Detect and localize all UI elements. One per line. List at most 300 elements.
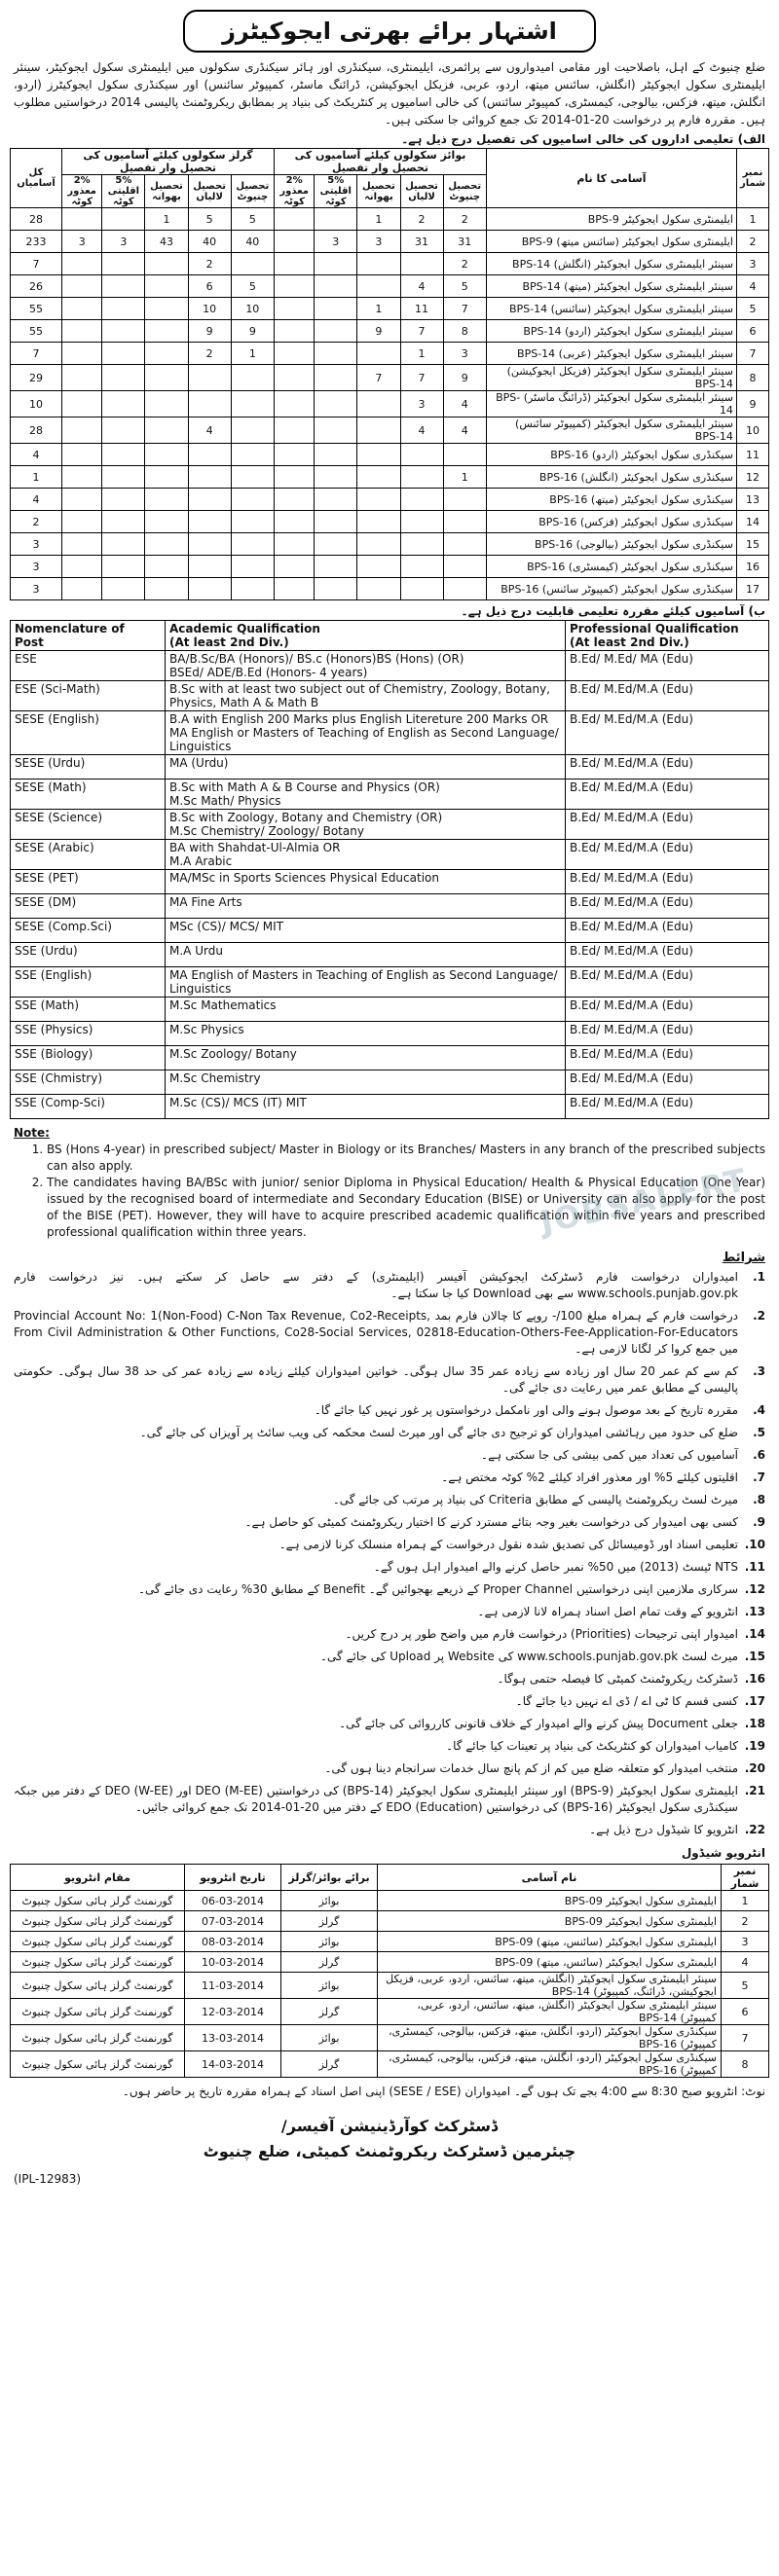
term-number: 13. — [744, 1605, 765, 1618]
professional-qualification: B.Ed/ M.Ed/M.A (Edu) — [566, 919, 769, 943]
section-b-heading: ب) آسامیوں کیلئے مقررہ تعلیمی قابلیت درج ذیل ہے۔ — [461, 604, 765, 618]
boys-count — [315, 253, 357, 275]
boys-count: 31 — [400, 231, 443, 253]
interview-date: 12-03-2014 — [185, 1999, 281, 2025]
girls-count — [145, 444, 188, 466]
academic-qualification: MSc (CS)/ MCS/ MIT — [166, 919, 566, 943]
boys-count: 2 — [400, 208, 443, 231]
girls-count — [231, 417, 274, 444]
academic-qualification: MA (Urdu) — [166, 755, 566, 780]
post-name: سیکنڈری سکول ایجوکیٹر (انگلش) BPS-16 — [486, 466, 736, 489]
boys-count — [400, 578, 443, 600]
note-item: 2. The candidates having BA/BSc with junior/ senior Diploma in Physical Education/ Health & Physical Education (One Year) issued by the recognised board of intermediate and Secondary Education (BISE) or University can also apply for the post of the BISE (PET). However, they will have to acquire prescribed academic qualification within five years and prescribed professional qualification within three years. — [47, 1175, 765, 1241]
girls-count: 1 — [231, 343, 274, 365]
total-count: 4 — [11, 489, 62, 511]
girls-count: 1 — [145, 208, 188, 231]
term-text: کامیاب امیدواران کو کنٹریکٹ کی بنیاد پر تعینات کیا جائے گا۔ — [446, 1739, 738, 1753]
girls-count — [102, 417, 145, 444]
boys-count — [315, 343, 357, 365]
term-text: انٹرویو کے وقت تمام اصل اسناد ہمراہ لانا لازمی ہے۔ — [477, 1605, 738, 1618]
table-row — [11, 1932, 769, 1952]
row-number: 2 — [736, 231, 768, 253]
table-row — [11, 1891, 769, 1911]
boys-count — [357, 511, 400, 533]
qual-header-post — [11, 621, 166, 651]
girls-count — [145, 417, 188, 444]
vac-header-tehsil-2: تحصیل لالیاں — [188, 175, 231, 208]
term-number: 18. — [744, 1717, 765, 1730]
boys-count: 8 — [443, 320, 486, 343]
post-name: ایلیمنٹری سکول ایجوکیٹر BPS-09 — [378, 1911, 722, 1932]
term-item — [14, 1269, 765, 1302]
boys-count — [357, 417, 400, 444]
boys-count — [357, 556, 400, 578]
term-number: 15. — [744, 1650, 765, 1663]
row-number: 5 — [722, 1973, 769, 1999]
sched-header-venue: مقام انٹرویو — [11, 1865, 185, 1891]
girls-count — [231, 556, 274, 578]
table-row — [11, 870, 769, 894]
term-number: 22. — [744, 1823, 765, 1836]
post-nomenclature: SSE (Biology) — [11, 1046, 166, 1070]
boys-count: 3 — [357, 231, 400, 253]
total-count: 7 — [11, 253, 62, 275]
vac-header-tehsil-1: تحصیل چنیوٹ — [443, 175, 486, 208]
term-item — [14, 1626, 765, 1643]
boys-count: 3 — [400, 391, 443, 417]
post-name: سینئر ایلیمنٹری سکول ایجوکیٹر (کمپیوٹر سائنس) BPS-14 — [486, 417, 736, 444]
signatory-committee: چیئرمین ڈسٹرکٹ ریکروٹمنٹ کمیٹی، ضلع چنیوٹ — [203, 2142, 576, 2160]
girls-count — [102, 343, 145, 365]
signature-block — [10, 2114, 769, 2164]
girls-count — [231, 578, 274, 600]
term-item — [14, 1822, 765, 1838]
boys-count — [357, 391, 400, 417]
boys-count — [315, 533, 357, 556]
interview-date: 13-03-2014 — [185, 2025, 281, 2051]
interview-date: 08-03-2014 — [185, 1932, 281, 1952]
post-name: سیکنڈری سکول ایجوکیٹر (فزکس) BPS-16 — [486, 511, 736, 533]
academic-qualification: M.A Urdu — [166, 943, 566, 967]
post-name: سینئر ایلیمنٹری سکول ایجوکیٹر (فزیکل ایجوکیشن) BPS-14 — [486, 365, 736, 391]
girls-count — [102, 391, 145, 417]
total-count: 55 — [11, 320, 62, 343]
girls-count — [102, 489, 145, 511]
professional-qualification: B.Ed/ M.Ed/M.A (Edu) — [566, 810, 769, 840]
post-name: سینئر ایلیمنٹری سکول ایجوکیٹر (انگلش، میتھ، سائنس، اردو، عربی، کمپیوٹر) BPS-14 — [378, 1999, 722, 2025]
term-number: 9. — [753, 1515, 765, 1529]
term-text: کسی بھی امیدوار کی درخواست بغیر وجہ بتائے مسترد کرنے کا اختیار ریکروٹمنٹ کمیٹی کو حاصل ہے۔ — [244, 1515, 738, 1529]
boys-count — [275, 208, 315, 231]
boys-count — [275, 533, 315, 556]
girls-count: 40 — [188, 231, 231, 253]
term-number: 7. — [753, 1470, 765, 1484]
term-number: 3. — [753, 1364, 765, 1378]
post-name: سینئر ایلیمنٹری سکول ایجوکیٹر (اردو) BPS-14 — [486, 320, 736, 343]
boys-count — [400, 533, 443, 556]
boys-count — [315, 417, 357, 444]
boys-count — [315, 489, 357, 511]
terms-list — [14, 1269, 765, 1838]
table-row — [11, 1070, 769, 1095]
boys-count — [315, 578, 357, 600]
term-number: 11. — [744, 1560, 765, 1574]
table-row — [11, 489, 769, 511]
girls-count — [188, 533, 231, 556]
academic-qualification: M.Sc Mathematics — [166, 998, 566, 1022]
post-name: سینئر ایلیمنٹری سکول ایجوکیٹر (انگلش، میتھ، سائنس، اردو، عربی، فزیکل ایجوکیشن، ڈرائنگ، کمپیوٹر) BPS-14 — [378, 1973, 722, 1999]
girls-count: 10 — [231, 298, 274, 320]
interview-date: 07-03-2014 — [185, 1911, 281, 1932]
post-name: سینئر ایلیمنٹری سکول ایجوکیٹر (ڈرائنگ ماسٹر) BPS-14 — [486, 391, 736, 417]
girls-count: 40 — [231, 231, 274, 253]
professional-qualification: B.Ed/ M.Ed/M.A (Edu) — [566, 1046, 769, 1070]
girls-count — [145, 298, 188, 320]
sched-header-for: برائے بوائز/گرلز — [281, 1865, 378, 1891]
row-number: 2 — [722, 1911, 769, 1932]
girls-count — [102, 320, 145, 343]
professional-qualification: B.Ed/ M.Ed/M.A (Edu) — [566, 894, 769, 919]
qual-header-post-line1: Nomenclature of — [15, 622, 125, 635]
qualification-table — [10, 620, 769, 1119]
boys-count — [275, 298, 315, 320]
row-number: 11 — [736, 444, 768, 466]
girls-count — [102, 253, 145, 275]
vac-header-quota-5: 5% اقلیتی کوٹہ — [315, 175, 357, 208]
term-item — [14, 1581, 765, 1598]
boys-count — [400, 511, 443, 533]
table-row — [11, 681, 769, 711]
boys-count — [357, 444, 400, 466]
boys-count — [443, 511, 486, 533]
ipl-number: (IPL-12983) — [14, 2172, 82, 2186]
academic-qualification: B.Sc with Math A & B Course and Physics (OR) M.Sc Math/ Physics — [166, 780, 566, 810]
term-text: منتخب امیدوار کو متعلقہ ضلع میں کم از کم پانچ سال خدمات سرانجام دینا ہوں گی۔ — [324, 1761, 738, 1775]
table-row — [11, 943, 769, 967]
qualification-table-body — [11, 651, 769, 1119]
girls-count: 2 — [188, 253, 231, 275]
girls-count — [62, 320, 102, 343]
term-text: میرٹ لسٹ www.schools.punjab.gov.pk کی Website پر Upload کی جائے گی۔ — [319, 1650, 738, 1663]
boys-count: 4 — [400, 275, 443, 298]
term-number: 21. — [744, 1784, 765, 1797]
table-row — [11, 1952, 769, 1973]
girls-count: 2 — [188, 343, 231, 365]
term-text: جعلی Document پیش کرنے والے امیدوار کے خلاف قانونی کارروائی کی جائے گی۔ — [339, 1717, 738, 1730]
row-number: 9 — [736, 391, 768, 417]
girls-count — [231, 444, 274, 466]
row-number: 5 — [736, 298, 768, 320]
boys-count: 7 — [357, 365, 400, 391]
girls-count — [145, 391, 188, 417]
total-count: 233 — [11, 231, 62, 253]
term-text: آسامیوں کی تعداد میں کمی بیشی کی جا سکتی ہے۔ — [481, 1448, 738, 1462]
interview-venue: گورنمنٹ گرلز ہائی سکول چنیوٹ — [11, 2051, 185, 2078]
girls-count — [62, 298, 102, 320]
boys-count — [275, 231, 315, 253]
post-name: سیکنڈری سکول ایجوکیٹر (اردو، انگلش، میتھ، فزکس، بیالوجی، کیمسٹری، کمپیوٹر) BPS-16 — [378, 2051, 722, 2078]
girls-count — [145, 365, 188, 391]
table-row — [11, 444, 769, 466]
post-nomenclature: SESE (English) — [11, 711, 166, 755]
girls-count — [62, 417, 102, 444]
gender: گرلز — [281, 1911, 378, 1932]
girls-count — [102, 511, 145, 533]
boys-count — [400, 489, 443, 511]
girls-count — [145, 343, 188, 365]
post-nomenclature: SSE (Urdu) — [11, 943, 166, 967]
boys-count — [275, 253, 315, 275]
vac-header-sr: نمبر شمار — [736, 149, 768, 208]
row-number: 12 — [736, 466, 768, 489]
table-row — [11, 1046, 769, 1070]
table-row — [11, 998, 769, 1022]
post-name: سینئر ایلیمنٹری سکول ایجوکیٹر (انگلش) BPS-14 — [486, 253, 736, 275]
boys-count — [443, 556, 486, 578]
term-item — [14, 1537, 765, 1553]
term-item — [14, 1363, 765, 1397]
gender: بوائز — [281, 1973, 378, 1999]
professional-qualification: B.Ed/ M.Ed/M.A (Edu) — [566, 1070, 769, 1095]
term-number: 6. — [753, 1448, 765, 1462]
boys-count — [443, 578, 486, 600]
table-row — [11, 810, 769, 840]
note-heading: Note: — [14, 1126, 50, 1140]
girls-count — [188, 556, 231, 578]
girls-count: 3 — [102, 231, 145, 253]
table-row — [11, 343, 769, 365]
girls-count — [188, 466, 231, 489]
post-name: سینئر ایلیمنٹری سکول ایجوکیٹر (عربی) BPS-14 — [486, 343, 736, 365]
qual-header-academic-line1: Academic Qualification — [169, 622, 320, 635]
boys-count — [315, 511, 357, 533]
table-row — [11, 533, 769, 556]
post-nomenclature: SSE (Chmistry) — [11, 1070, 166, 1095]
professional-qualification: B.Ed/ M.Ed/M.A (Edu) — [566, 780, 769, 810]
vac-header-girls: گرلز سکولوں کیلئے آسامیوں کی تحصیل وار تفصیل — [62, 149, 275, 175]
qual-header-post-line2: Post — [15, 635, 44, 649]
interview-venue: گورنمنٹ گرلز ہائی سکول چنیوٹ — [11, 1911, 185, 1932]
advertisement-page — [10, 0, 769, 2186]
interview-date: 14-03-2014 — [185, 2051, 281, 2078]
vac-header-quota-2: 2% معذور کوٹہ — [62, 175, 102, 208]
term-text: اقلیتوں کیلئے 5% اور معذور افراد کیلئے 2% کوٹہ مختص ہے۔ — [441, 1470, 738, 1484]
term-item — [14, 1693, 765, 1710]
row-number: 7 — [736, 343, 768, 365]
boys-count — [275, 320, 315, 343]
total-count: 2 — [11, 511, 62, 533]
professional-qualification: B.Ed/ M.Ed/M.A (Edu) — [566, 967, 769, 998]
professional-qualification: B.Ed/ M.Ed/M.A (Edu) — [566, 870, 769, 894]
boys-count: 3 — [443, 343, 486, 365]
boys-count — [315, 298, 357, 320]
table-row — [11, 556, 769, 578]
boys-count — [315, 320, 357, 343]
girls-count — [188, 578, 231, 600]
total-count: 28 — [11, 208, 62, 231]
professional-qualification: B.Ed/ M.Ed/ MA (Edu) — [566, 651, 769, 681]
table-row — [11, 2051, 769, 2078]
girls-count — [231, 533, 274, 556]
girls-count — [62, 578, 102, 600]
boys-count — [275, 275, 315, 298]
girls-count: 10 — [188, 298, 231, 320]
academic-qualification: BA with Shahdat-Ul-Almia OR M.A Arabic — [166, 840, 566, 870]
row-number: 14 — [736, 511, 768, 533]
gender: بوائز — [281, 1932, 378, 1952]
interview-venue: گورنمنٹ گرلز ہائی سکول چنیوٹ — [11, 2025, 185, 2051]
girls-count: 5 — [231, 208, 274, 231]
row-number: 6 — [722, 1999, 769, 2025]
table-row — [11, 780, 769, 810]
signatory-title: ڈسٹرکٹ کوآرڈینیشن آفیسر/ — [280, 2117, 499, 2135]
boys-count: 31 — [443, 231, 486, 253]
girls-count — [188, 365, 231, 391]
table-row — [11, 275, 769, 298]
academic-qualification: BA/B.Sc/BA (Honors)/ BS.c (Honors)BS (Hons) (OR) BSEd/ ADE/B.Ed (Honors- 4 years) — [166, 651, 566, 681]
term-number: 17. — [744, 1694, 765, 1708]
table-row — [11, 231, 769, 253]
row-number: 10 — [736, 417, 768, 444]
term-item — [14, 1514, 765, 1531]
girls-count — [188, 391, 231, 417]
page-title: اشتہار برائے بھرتی ایجوکیٹرز — [183, 10, 596, 53]
girls-count — [102, 444, 145, 466]
table-row — [11, 1911, 769, 1932]
professional-qualification: B.Ed/ M.Ed/M.A (Edu) — [566, 998, 769, 1022]
table-row — [11, 840, 769, 870]
post-nomenclature: SESE (PET) — [11, 870, 166, 894]
post-nomenclature: SSE (Math) — [11, 998, 166, 1022]
boys-count: 7 — [443, 298, 486, 320]
academic-qualification: B.A with English 200 Marks plus English Litereture 200 Marks OR MA English or Masters of Teaching of English as Second Language/ Linguistics — [166, 711, 566, 755]
boys-count — [443, 444, 486, 466]
term-item — [14, 1604, 765, 1620]
schedule-note: نوٹ: انٹرویو صبح 8:30 سے 4:00 بجے تک ہوں گے۔ امیدواران (SESE / ESE) اپنی اصل اسناد کے ہمراہ مقررہ تاریخ پر حاضر ہوں۔ — [122, 2085, 765, 2098]
term-text: ضلع کی حدود میں رہائشی امیدواران کو ترجیح دی جائے گی اور میرٹ لسٹ محکمہ کی ویب سائٹ پر آویزاں کی جائے گی۔ — [139, 1426, 738, 1439]
interview-venue: گورنمنٹ گرلز ہائی سکول چنیوٹ — [11, 1932, 185, 1952]
table-row — [11, 1973, 769, 1999]
post-name: سیکنڈری سکول ایجوکیٹر (اردو) BPS-16 — [486, 444, 736, 466]
professional-qualification: B.Ed/ M.Ed/M.A (Edu) — [566, 681, 769, 711]
girls-count — [188, 444, 231, 466]
girls-count — [145, 275, 188, 298]
row-number: 3 — [736, 253, 768, 275]
watermark: JOBSALERT — [537, 1160, 752, 1242]
academic-qualification: MA Fine Arts — [166, 894, 566, 919]
term-item — [14, 1738, 765, 1755]
term-number: 4. — [753, 1403, 765, 1417]
term-item — [14, 1308, 765, 1358]
post-name: سیکنڈری سکول ایجوکیٹر (بیالوجی) BPS-16 — [486, 533, 736, 556]
post-nomenclature: SESE (Science) — [11, 810, 166, 840]
girls-count — [231, 511, 274, 533]
term-text: ڈسٹرکٹ ریکروٹمنٹ کمیٹی کا فیصلہ حتمی ہوگا۔ — [497, 1672, 738, 1686]
post-name: سیکنڈری سکول ایجوکیٹر (اردو، انگلش، میتھ، فزکس، بیالوجی، کیمسٹری، کمپیوٹر) BPS-16 — [378, 2025, 722, 2051]
boys-count: 9 — [443, 365, 486, 391]
academic-qualification: M.Sc (CS)/ MCS (IT) MIT — [166, 1095, 566, 1119]
vac-header-boys: بوائز سکولوں کیلئے آسامیوں کی تحصیل وار تفصیل — [275, 149, 487, 175]
qual-header-professional — [566, 621, 769, 651]
term-text: سرکاری ملازمین اپنی درخواستیں Proper Channel کے ذریعے بھجوائیں گے۔ Benefit کے مطابق 30% رعایت دی جائے گی۔ — [137, 1582, 738, 1596]
girls-count — [102, 556, 145, 578]
term-number: 10. — [744, 1538, 765, 1551]
table-row — [11, 208, 769, 231]
row-number: 3 — [722, 1932, 769, 1952]
academic-qualification: B.Sc with Zoology, Botany and Chemistry (OR) M.Sc Chemistry/ Zoology/ Botany — [166, 810, 566, 840]
boys-count — [400, 253, 443, 275]
total-count: 7 — [11, 343, 62, 365]
term-item — [14, 1716, 765, 1732]
table-row — [11, 365, 769, 391]
boys-count — [400, 444, 443, 466]
girls-count — [145, 466, 188, 489]
term-number: 8. — [753, 1493, 765, 1506]
row-number: 8 — [736, 365, 768, 391]
boys-count — [275, 444, 315, 466]
boys-count: 2 — [443, 208, 486, 231]
post-nomenclature: ESE (Sci-Math) — [11, 681, 166, 711]
boys-count — [357, 489, 400, 511]
boys-count — [275, 417, 315, 444]
girls-count — [231, 466, 274, 489]
boys-count — [275, 556, 315, 578]
boys-count — [357, 578, 400, 600]
girls-count — [62, 511, 102, 533]
term-text: مقررہ تاریخ کے بعد موصول ہونے والی اور نامکمل درخواستوں پر غور نہیں کیا جائے گا۔ — [314, 1403, 738, 1417]
girls-count — [62, 466, 102, 489]
interview-venue: گورنمنٹ گرلز ہائی سکول چنیوٹ — [11, 1999, 185, 2025]
girls-count: 3 — [62, 231, 102, 253]
row-number: 16 — [736, 556, 768, 578]
girls-count — [62, 208, 102, 231]
girls-count: 9 — [188, 320, 231, 343]
girls-count — [62, 533, 102, 556]
term-item — [14, 1559, 765, 1576]
row-number: 8 — [722, 2051, 769, 2078]
table-row — [11, 2025, 769, 2051]
total-count: 26 — [11, 275, 62, 298]
post-nomenclature: SESE (Math) — [11, 780, 166, 810]
term-text: امیدواران درخواست فارم ڈسٹرکٹ ایجوکیشن آفیسر (ایلیمنٹری) کے دفتر سے حاصل کر سکتے ہیں۔ نیز درخواست فارم www.schools.punjab.gov.pk سے بھی Download کیا جا سکتا ہے۔ — [14, 1270, 738, 1300]
term-text: درخواست فارم کے ہمراہ مبلغ 100/- روپے کا چالان فارم بمد Provincial Account No: 1(Non-Food) C-Non Tax Revenue, Co2-Receipts, From Civil Administration & Other Functions, Co28-Social Services, 02818-Education-Others-Fee-Application-For-Educators میں جمع کروا کر لگانا لازمی ہے۔ — [14, 1309, 738, 1356]
qual-header-academic — [166, 621, 566, 651]
post-nomenclature: SESE (DM) — [11, 894, 166, 919]
intro-paragraph: ضلع چنیوٹ کے اہل، باصلاحیت اور مقامی امیدواروں سے پرائمری، ایلیمنٹری، سیکنڈری اور ہائر سیکنڈری سکولوں میں ایلیمنٹری سکول ایجوکیٹر، سینئر ایلیمنٹری سکول ایجوکیٹر (انگلش، سائنس میتھ، اردو، عربی، فزیکل ایجوکیشن، ڈرائنگ ماسٹر، کمپیوٹر سائنس) اور سیکنڈری سکول ایجوکیٹرز (اردو، انگلش، میتھ، فزکس، بیالوجی، کیمسٹری، کمپیوٹر سائنس) کی خالی اسامیوں پر کنٹریکٹ کی بنیاد پر بمطابق ریکروٹمنٹ پالیسی 2014 درخواستیں مطلوب ہیں۔ مقررہ فارم پر درخواست 20-01-2014 تک جمع کروائی جا سکتی ہیں۔ — [14, 60, 765, 127]
boys-count — [315, 391, 357, 417]
vacancy-table-body — [11, 208, 769, 600]
girls-count — [62, 391, 102, 417]
term-item — [14, 1447, 765, 1464]
post-name: ایلیمنٹری سکول ایجوکیٹر BPS-09 — [378, 1891, 722, 1911]
boys-count: 1 — [357, 208, 400, 231]
girls-count — [145, 511, 188, 533]
girls-count — [102, 275, 145, 298]
girls-count — [145, 556, 188, 578]
term-number: 2. — [753, 1309, 765, 1323]
term-text: کسی قسم کا ٹی اے / ڈی اے نہیں دیا جائے گا۔ — [515, 1694, 738, 1708]
post-nomenclature: SSE (Comp-Sci) — [11, 1095, 166, 1119]
boys-count: 2 — [443, 253, 486, 275]
table-row — [11, 1999, 769, 2025]
total-count: 3 — [11, 556, 62, 578]
term-text: تعلیمی اسناد اور ڈومیسائل کی تصدیق شدہ نقول درخواست کے ہمراہ منسلک کرنا لازمی ہے۔ — [278, 1538, 738, 1551]
total-count: 4 — [11, 444, 62, 466]
boys-count — [357, 343, 400, 365]
schedule-heading: انٹرویو شیڈول — [681, 1846, 765, 1860]
gender: گرلز — [281, 2051, 378, 2078]
girls-count — [145, 533, 188, 556]
